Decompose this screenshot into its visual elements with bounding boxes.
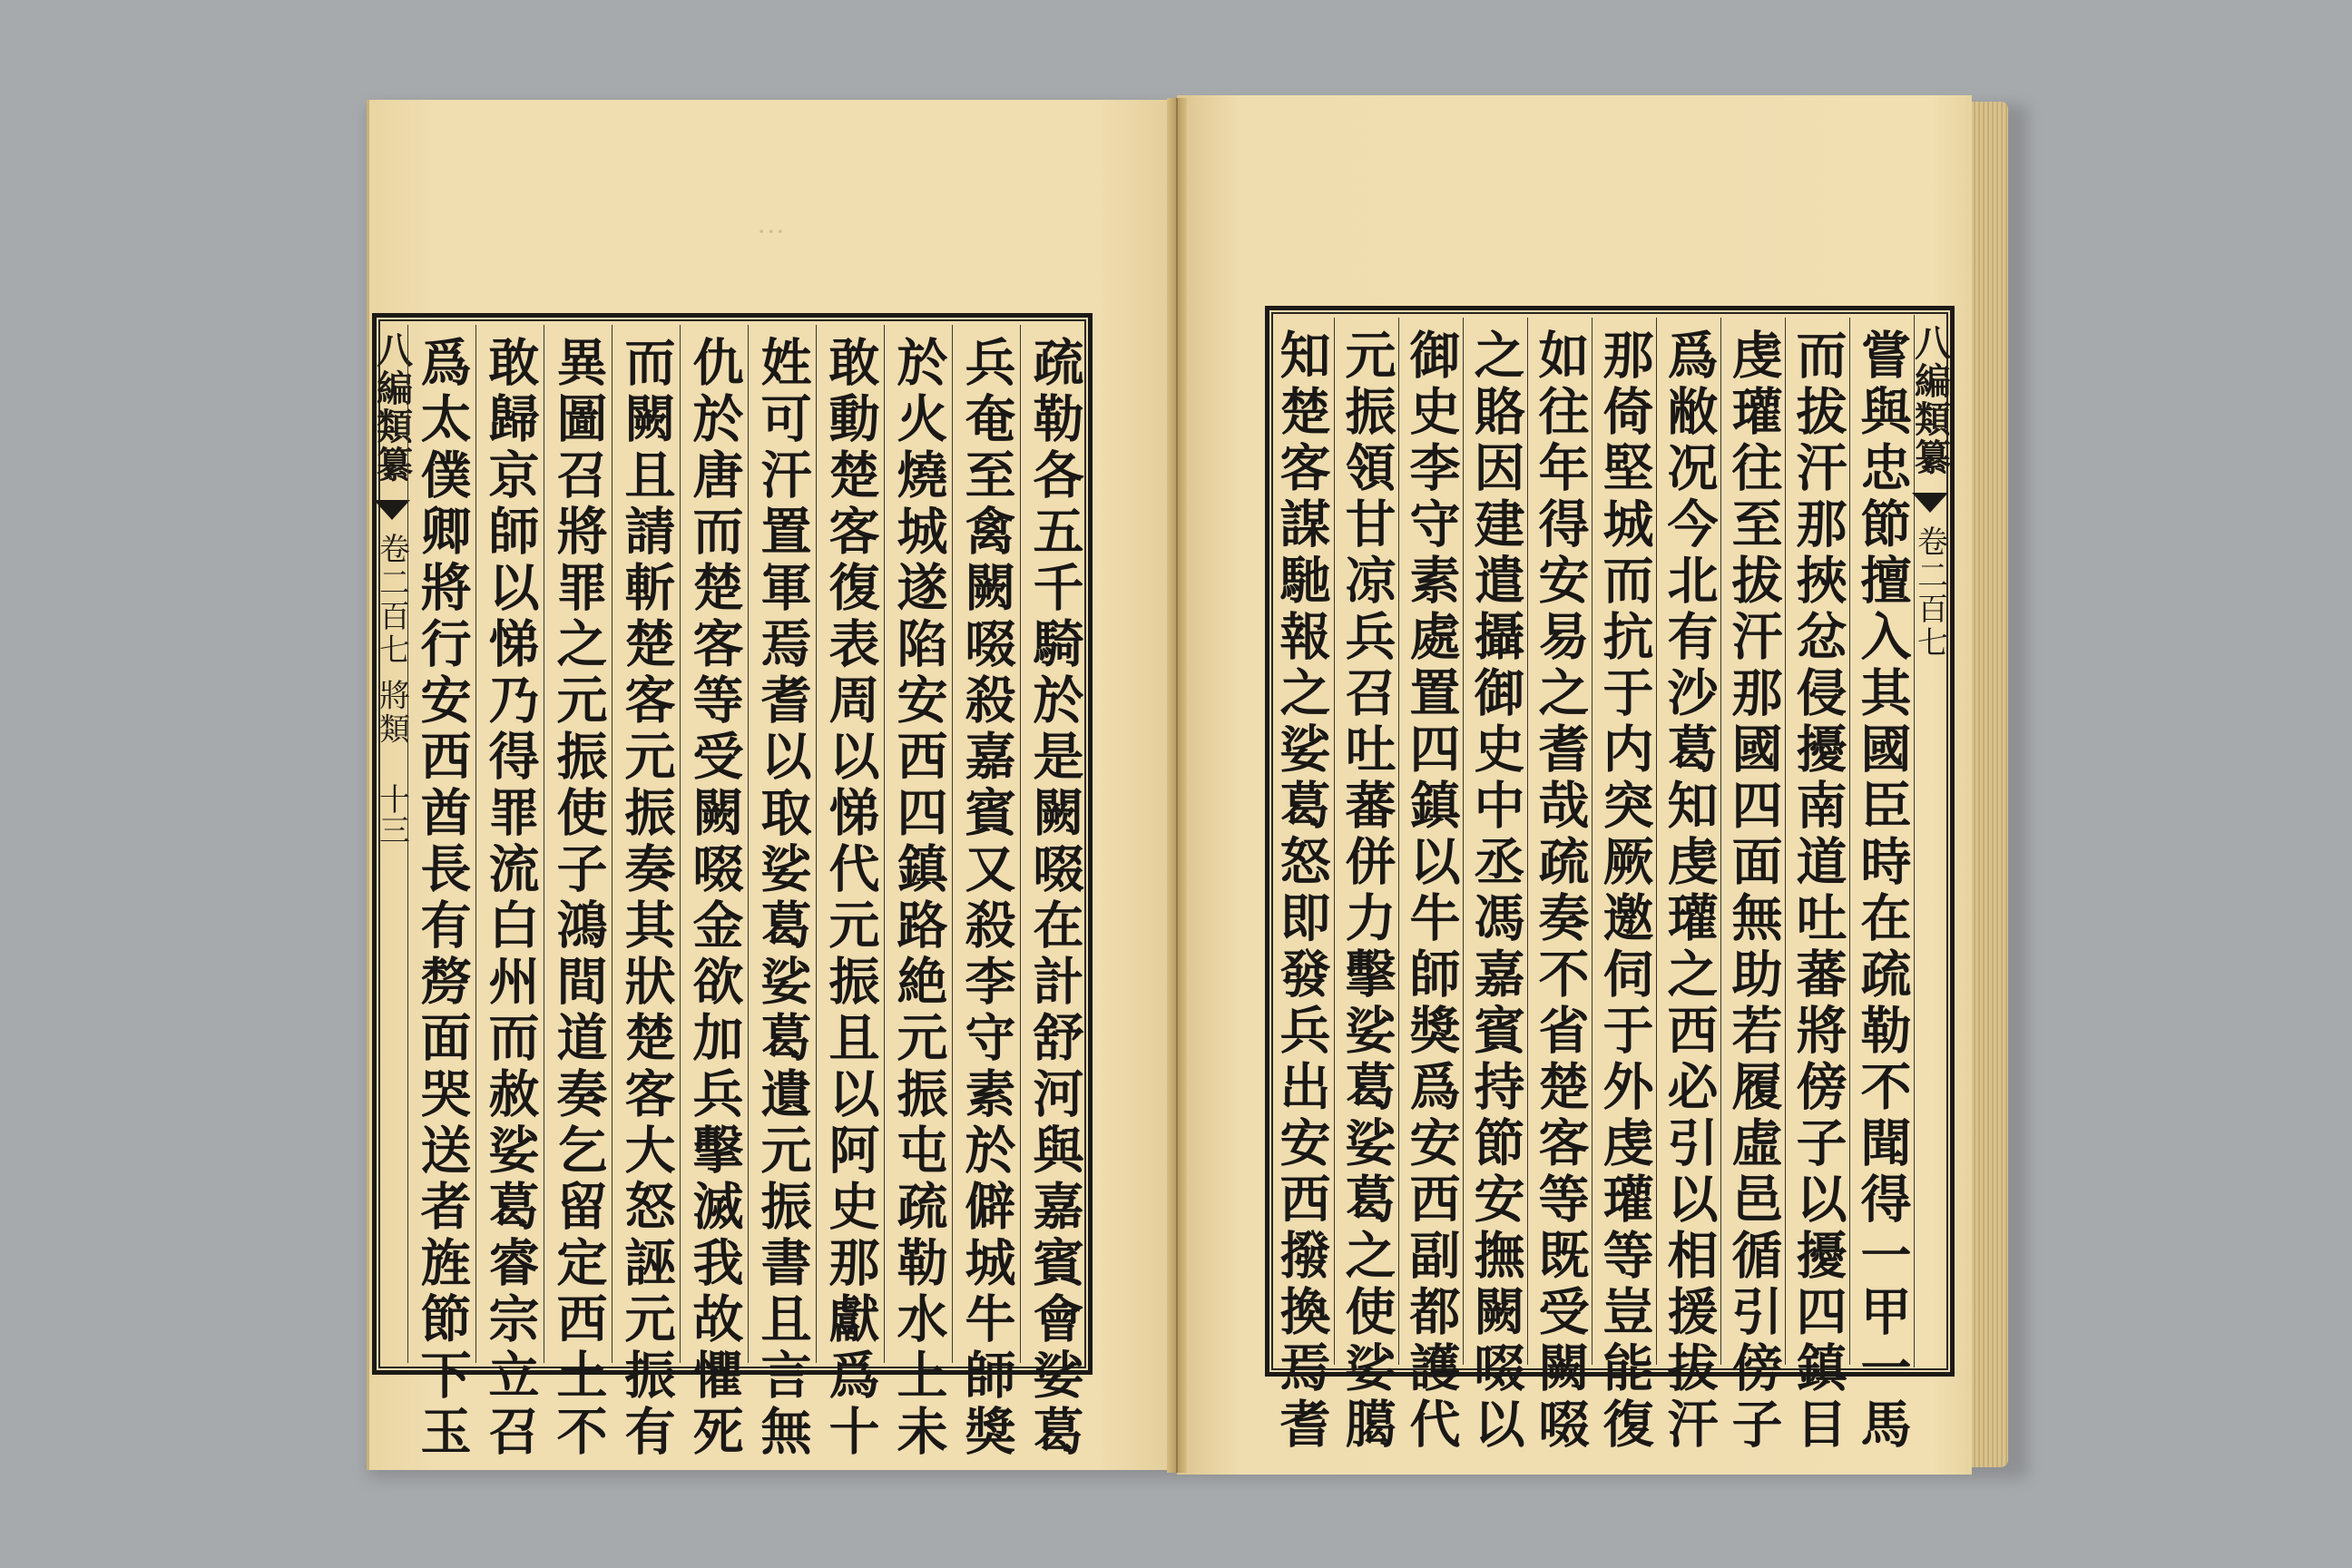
column-text: 虔瓘往至拔汗那國四面無助若履虛邑循引傍子 <box>1723 328 1784 1454</box>
text-column <box>1592 318 1657 1454</box>
banner-book-title: 八編類纂 <box>1908 324 1952 476</box>
column-text: 如往年得安易之耆哉疏奏不省楚客等既受闕啜 <box>1530 328 1591 1454</box>
text-column <box>1269 318 1334 1454</box>
column-text: 那倚堅城而抗于内突厥邀伺于外虔瓘等豈能復 <box>1594 328 1655 1454</box>
column-text: 爲太僕卿將行安西酋長有剺面哭送者旌節下玉 <box>412 336 473 1461</box>
banner-chapter-title: 卷二百七 <box>1911 525 1948 660</box>
column-text: 兵奄至禽闕啜殺嘉賓又殺李守素於僻城牛師獎 <box>956 336 1017 1461</box>
text-column <box>1020 325 1089 1461</box>
left-banner-column <box>370 322 414 1366</box>
fishtail-mark-icon <box>374 500 410 520</box>
banner-chapter-title: 卷二百七 將類 <box>373 533 410 747</box>
column-text: 異圖召將罪之元振使子鴻間道奏乞留定西土不 <box>548 336 609 1461</box>
column-text: 於火燒城遂陷安西四鎮路絶元振屯疏勒水上未 <box>888 336 949 1461</box>
text-column <box>1785 318 1850 1454</box>
column-text: 爲敝况今北有沙葛知虔瓘之西必引以相援拔汗 <box>1659 328 1720 1454</box>
text-column <box>475 325 544 1461</box>
book-gutter <box>1167 98 1187 1473</box>
banner-book-title: 八編類纂 <box>370 331 414 484</box>
text-column <box>884 325 953 1461</box>
show-through-mark: ⋮ <box>755 218 787 245</box>
text-column <box>1720 318 1786 1454</box>
text-column <box>1527 318 1592 1454</box>
left-page-text-frame <box>370 313 1093 1461</box>
text-column <box>612 325 681 1461</box>
column-text: 御史李守素處置四鎮以牛師獎爲安西副都護代 <box>1401 328 1462 1454</box>
text-column <box>407 325 476 1461</box>
right-page-text-frame <box>1265 306 1955 1454</box>
column-text: 敢歸京師以悌乃得罪流白州而赦娑葛睿宗立召 <box>480 336 541 1461</box>
column-text: 疏勒各五千騎於是闕啜在計舒河與嘉賓會娑葛 <box>1024 336 1085 1461</box>
text-column <box>1463 318 1528 1454</box>
column-text: 知楚客謀馳報之娑葛怒即發兵出安西撥換焉耆 <box>1271 328 1332 1454</box>
column-text: 敢動楚客復表周以悌代元振且以阿史那獻爲十 <box>820 336 881 1461</box>
text-column <box>748 325 817 1461</box>
text-column <box>544 325 612 1461</box>
column-text: 而拔汗那挾忿侵擾南道吐蕃將傍子以擾四鎮目 <box>1788 328 1848 1454</box>
page-edges <box>1972 102 2008 1467</box>
text-column <box>1656 318 1721 1454</box>
column-text: 而闕且請斬楚客元振奏其狀楚客大怒誣元振有 <box>616 336 677 1461</box>
fishtail-mark-icon <box>1912 493 1948 513</box>
column-text: 元振領甘凉兵召吐蕃併力擊娑葛娑葛之使娑臈 <box>1337 328 1397 1454</box>
right-banner-column <box>1908 315 1952 1367</box>
text-column <box>1334 318 1399 1454</box>
text-column <box>952 325 1021 1461</box>
column-text: 之賂因建遣攝御史中丞馮嘉賓持節安撫闕啜以 <box>1465 328 1526 1454</box>
column-text: 姓可汗置軍焉耆以取娑葛娑葛遺元振書且言無 <box>752 336 813 1461</box>
column-text: 嘗與忠節擅入其國臣時在疏勒不聞得一甲一馬 <box>1852 328 1913 1454</box>
text-column <box>680 325 749 1461</box>
banner-page-number: 十三 <box>373 782 410 845</box>
text-column <box>816 325 885 1461</box>
text-column <box>1398 318 1464 1454</box>
column-text: 仇於唐而楚客等受闕啜金欲加兵擊滅我故懼死 <box>684 336 745 1461</box>
